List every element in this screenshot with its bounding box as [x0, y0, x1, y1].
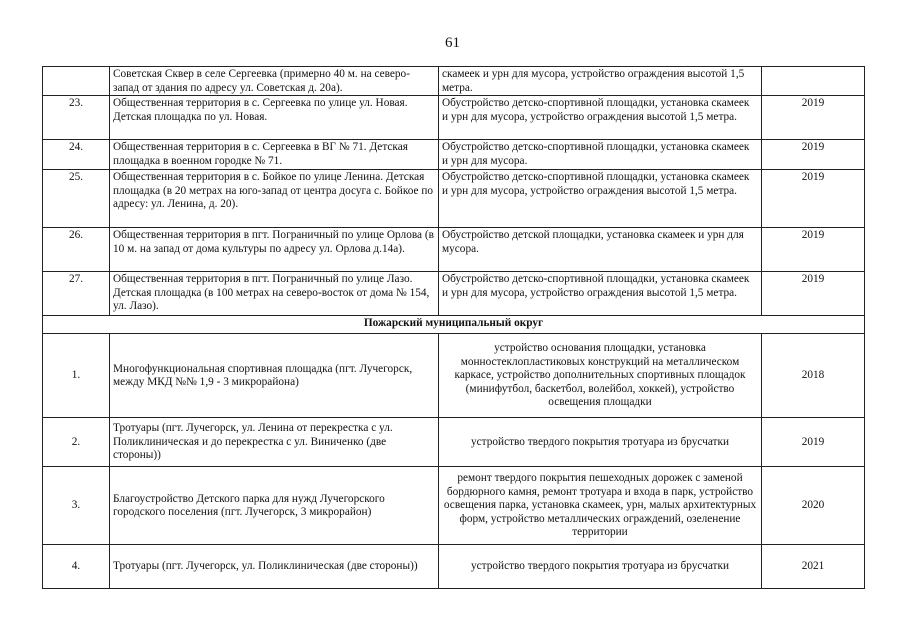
section-title: Пожарский муниципальный округ: [43, 316, 865, 334]
work-cell: устройство основания площадки, установка монностеклопластиковых конструкций на металлическом каркасе, устройство дополнительных спортивных площадок (минифутбол, баскетбол, волейбол, хоккей), устройство освещения площадки: [439, 334, 762, 418]
work-cell: скамеек и урн для мусора, устройство ограждения высотой 1,5 метра.: [439, 67, 762, 96]
year-cell: 2019: [762, 272, 865, 316]
work-cell: Обустройство детско-спортивной площадки, установка скамеек и урн для мусора, устройство ограждения высотой 1,5 метра.: [439, 96, 762, 140]
row-number: 1.: [43, 334, 110, 418]
row-number: [43, 67, 110, 96]
year-cell: 2019: [762, 170, 865, 228]
work-cell: Обустройство детской площадки, установка скамеек и урн для мусора.: [439, 228, 762, 272]
year-cell: 2021: [762, 545, 865, 589]
work-cell: Обустройство детско-спортивной площадки, установка скамеек и урн для мусора, устройство ограждения высотой 1,5 метра.: [439, 272, 762, 316]
row-number: 3.: [43, 467, 110, 545]
table-row: [43, 228, 865, 272]
year-cell: 2019: [762, 228, 865, 272]
table-row: [43, 272, 865, 316]
row-number: 24.: [43, 140, 110, 170]
table-row: [43, 545, 865, 589]
territory-cell: Общественная территория в с. Бойкое по улице Ленина. Детская площадка (в 20 метрах на юго-запад от центра досуга с. Бойкое по адресу: ул. Ленина, д. 20).: [110, 170, 439, 228]
year-cell: [762, 67, 865, 96]
row-number: 2.: [43, 418, 110, 467]
territory-cell: Общественная территория в пгт. Пограничный по улице Орлова (в 10 м. на запад от дома культуры по адресу ул. Орлова д.14а).: [110, 228, 439, 272]
table-row: [43, 140, 865, 170]
territory-cell: Многофункциональная спортивная площадка (пгт. Лучегорск, между МКД №№ 1,9 - 3 микрорайона): [110, 334, 439, 418]
year-cell: 2018: [762, 334, 865, 418]
section-row: [43, 316, 865, 334]
page-number: 61: [445, 35, 460, 51]
row-number: 25.: [43, 170, 110, 228]
territory-cell: Общественная территория в с. Сергеевка в ВГ № 71. Детская площадка в военном городке № 71.: [110, 140, 439, 170]
table-row: [43, 418, 865, 467]
work-cell: Обустройство детско-спортивной площадки, установка скамеек и урн для мусора, устройство ограждения высотой 1,5 метра.: [439, 170, 762, 228]
year-cell: 2019: [762, 140, 865, 170]
table-row: [43, 334, 865, 418]
row-number: 27.: [43, 272, 110, 316]
row-number: 4.: [43, 545, 110, 589]
territory-cell: Благоустройство Детского парка для нужд Лучегорского городского поселения (пгт. Лучегорск, 3 микрорайон): [110, 467, 439, 545]
work-cell: Обустройство детско-спортивной площадки, установка скамеек и урн для мусора.: [439, 140, 762, 170]
row-number: 23.: [43, 96, 110, 140]
work-cell: устройство твердого покрытия тротуара из брусчатки: [439, 418, 762, 467]
improvement-table: [42, 66, 865, 589]
year-cell: 2019: [762, 418, 865, 467]
table-row: [43, 96, 865, 140]
territory-cell: Тротуары (пгт. Лучегорск, ул. Ленина от перекрестка с ул. Поликлиническая и до перекрестка с ул. Виниченко (две стороны)): [110, 418, 439, 467]
work-cell: устройство твердого покрытия тротуара из брусчатки: [439, 545, 762, 589]
territory-cell: Общественная территория в с. Сергеевка по улице ул. Новая. Детская площадка по ул. Новая.: [110, 96, 439, 140]
table-row: [43, 67, 865, 96]
territory-cell: Советская Сквер в селе Сергеевка (примерно 40 м. на северо-запад от здания по адресу ул. Советская д. 20а).: [110, 67, 439, 96]
territory-cell: Тротуары (пгт. Лучегорск, ул. Поликлиническая (две стороны)): [110, 545, 439, 589]
table-row: [43, 170, 865, 228]
territory-cell: Общественная территория в пгт. Пограничный по улице Лазо. Детская площадка (в 100 метрах на северо-восток от дома № 154, ул. Лазо).: [110, 272, 439, 316]
row-number: 26.: [43, 228, 110, 272]
year-cell: 2020: [762, 467, 865, 545]
year-cell: 2019: [762, 96, 865, 140]
work-cell: ремонт твердого покрытия пешеходных дорожек с заменой бордюрного камня, ремонт тротуара и входа в парк, устройство освещения парка, установка скамеек, урн, малых архитектурных форм, устройство металлических ограждений, озеленение территории: [439, 467, 762, 545]
table-row: [43, 467, 865, 545]
